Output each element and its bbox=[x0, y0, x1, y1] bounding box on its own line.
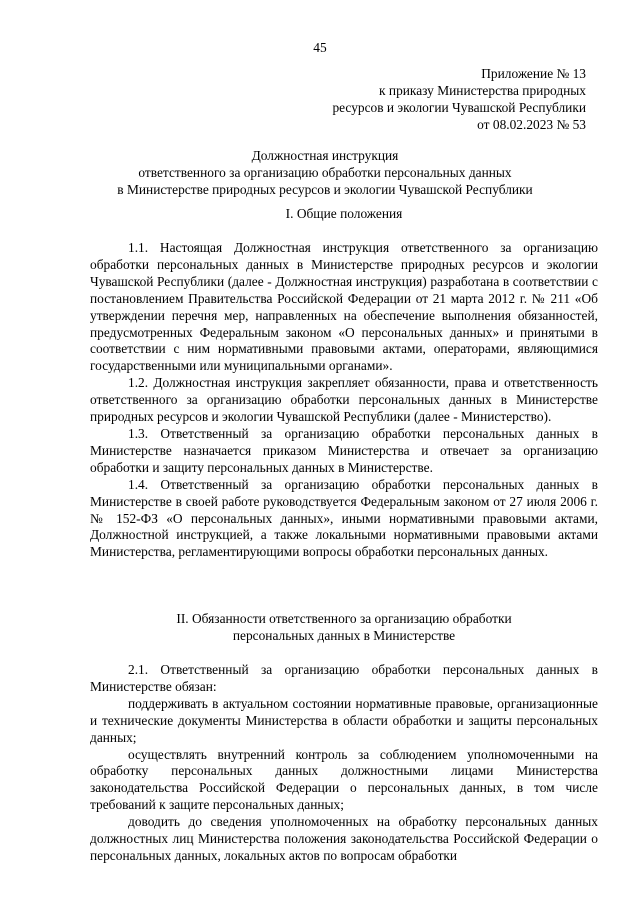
paragraph: доводить до сведения уполномоченных на обработку персональных данных должностных лиц Министерства положения законодательства Российской Федерации о персональных данных, локальных актов по вопросам обработки bbox=[90, 814, 598, 863]
section-2-heading-line: персональных данных в Министерстве bbox=[232, 627, 456, 643]
appendix-line: ресурсов и экологии Чувашской Республики bbox=[332, 99, 586, 115]
paragraph: поддерживать в актуальном состоянии нормативные правовые, организационные и технические документы Министерства в области обработки и защиты персональных данных; bbox=[90, 695, 598, 745]
section-2-heading bbox=[90, 611, 598, 645]
appendix-line: к приказу Министерства природных bbox=[379, 82, 586, 98]
appendix-line: от 08.02.2023 № 53 bbox=[477, 116, 586, 132]
appendix-block bbox=[332, 66, 586, 134]
paragraph: 1.4. Ответственный за организацию обработки персональных данных в Министерстве в своей работе руководствуется Федеральным законом от 27 июля 2006 г. № 152-ФЗ «О персональных данных», иными нормативными правовыми актами, Должностной инструкцией, а также локальными нормативными правовыми актами Министерства, регламентирующими вопросы обработки персональных данных. bbox=[90, 476, 598, 560]
title-line: Должностная инструкция bbox=[251, 148, 399, 163]
section-2-heading-line: II. Обязанности ответственного за организацию обработки bbox=[176, 611, 512, 626]
title-line: ответственного за организацию обработки персональных данных bbox=[138, 164, 512, 180]
paragraph: 2.1. Ответственный за организацию обработки персональных данных в Министерстве обязан: bbox=[90, 662, 598, 694]
section-2-body bbox=[90, 662, 598, 865]
paragraph: осуществлять внутренний контроль за соблюдением уполномоченными на обработку персональных данных должностными лицами Министерства законодательства Российской Федерации о персональных данных, в том числе требований к защите персональных данных; bbox=[90, 746, 598, 813]
section-1-body bbox=[90, 240, 598, 561]
paragraph: 1.3. Ответственный за организацию обработки персональных данных в Министерстве назначается приказом Министерства и отвечает за организацию обработки и защиту персональных данных в Министерстве. bbox=[90, 425, 598, 475]
section-1-heading: I. Общие положения bbox=[285, 206, 403, 221]
paragraph: 1.2. Должностная инструкция закрепляет обязанности, права и ответственность ответственного за организацию обработки персональных данных в Министерстве природных ресурсов и экологии Чувашской Республики (далее - Министерство). bbox=[90, 375, 598, 425]
document-title bbox=[90, 148, 560, 199]
title-line: в Министерстве природных ресурсов и экологии Чувашской Республики bbox=[117, 181, 533, 197]
paragraph: 1.1. Настоящая Должностная инструкция ответственного за организацию обработки персональных данных в Министерстве природных ресурсов и экологии Чувашской Республики (далее - Должностная инструкция) разработана в соответствии с постановлением Правительства Российской Федерации от 21 марта 2012 г. № 211 «Об утверждении перечня мер, направленных на обеспечение выполнения обязанностей, предусмотренных Федеральным законом «О персональных данных» и принятыми в соответствии с ним нормативными правовыми актами, операторами, являющимися государственными или муниципальными органами». bbox=[90, 240, 598, 374]
appendix-line: Приложение № 13 bbox=[481, 66, 586, 81]
page-number: 45 bbox=[313, 40, 327, 55]
